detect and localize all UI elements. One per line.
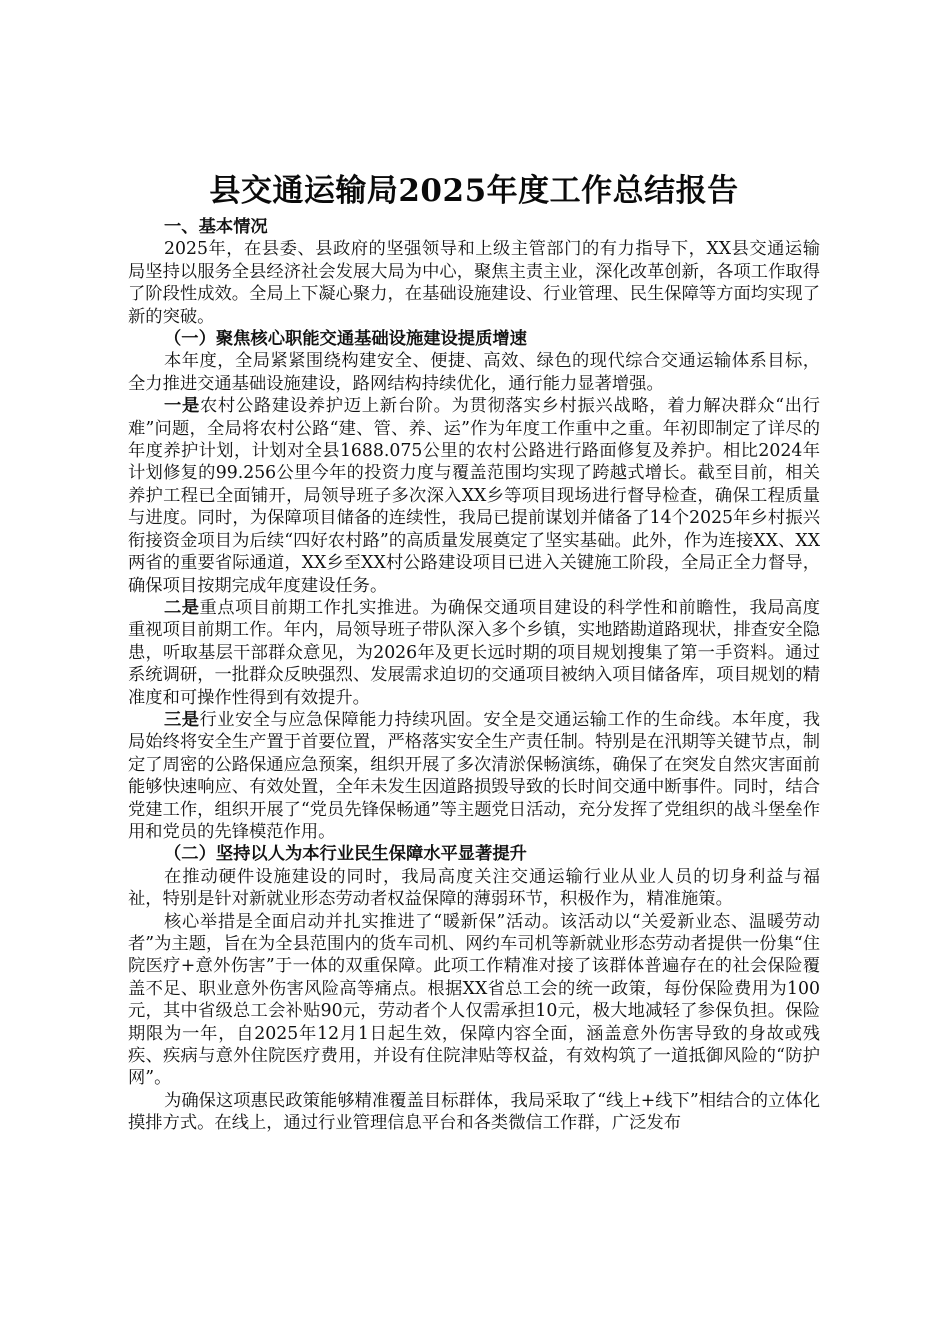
item-safety (128, 709, 820, 843)
item-key-projects (128, 597, 820, 709)
item-rural-roads (128, 395, 820, 597)
subsection-heading-livelihood: （二）坚持以人为本行业民生保障水平显著提升 (164, 844, 527, 865)
infrastructure-paragraph: 本年度，全局紧紧围绕构建安全、便捷、高效、绿色的现代综合交通运输体系目标，全力推进交通基础设施建设，路网结构持续优化，通行能力显著增强。 (128, 351, 820, 394)
item-lead: 二是 (164, 597, 200, 618)
livelihood-paragraph-1: 在推动硬件设施建设的同时，我局高度关注交通运输行业从业人员的切身利益与福祉，特别是针对新就业形态劳动者权益保障的薄弱环节，积极作为，精准施策。 (128, 866, 820, 910)
page-title: 县交通运输局2025年度工作总结报告 (209, 173, 739, 209)
item-text: 农村公路建设养护迈上新台阶。为贯彻落实乡村振兴战略，着力解决群众“出行难”问题，全局将农村公路“建、管、养、运”作为年度工作重中之重。年初即制定了详尽的年度养护计划，计划对全县1688.075公里的农村公路进行路面修复及养护。相比2024年计划修复的99.256公里今年的投资力度与覆盖范围均实现了跨越式增长。截至目前，相关养护工程已全面铺开，局领导班子多次深入XX乡等项目现场进行督导检查，确保工程质量与进度。同时，为保障项目储备的连续性，我局已提前谋划并储备了14个2025年乡村振兴衔接资金项目为后续“四好农村路”的高质量发展奠定了坚实基础。此外，作为连接XX、XX两省的重要省际通道，XX乡至XX村公路建设项目已进入关键施工阶段，全局正全力督导，确保项目按期完成年度建设任务。 (128, 396, 820, 596)
item-text: 重点项目前期工作扎实推进。为确保交通项目建设的科学性和前瞻性，我局高度重视项目前期工作。年内，局领导班子带队深入多个乡镇，实地踏勘道路现状，排查安全隐患，听取基层干部群众意见，为2026年及更长远时期的项目规划搜集了第一手资料。通过系统调研，一批群众反映强烈、发展需求迫切的交通项目被纳入项目储备库，项目规划的精准度和可操作性得到有效提升。 (128, 597, 820, 708)
item-lead: 一是 (164, 396, 200, 417)
livelihood-paragraph-3: 为确保这项惠民政策能够精准覆盖目标群体，我局采取了“线上+线下”相结合的立体化摸排方式。在线上，通过行业管理信息平台和各类微信工作群，广泛发布 (128, 1090, 820, 1134)
livelihood-paragraph-2: 核心举措是全面启动并扎实推进了“暖新保”活动。该活动以“关爱新业态、温暖劳动者”为主题，旨在为全县范围内的货车司机、网约车司机等新就业形态劳动者提供一份集“住院医疗+意外伤害”于一体的双重保障。此项工作精准对接了该群体普遍存在的社会保险覆盖不足、职业意外伤害风险高等痛点。根据XX省总工会的统一政策，每份保险费用为100元，其中省级总工会补贴90元，劳动者个人仅需承担10元，极大地减轻了参保负担。保险期限为一年，自2025年12月1日起生效，保障内容全面，涵盖意外伤害导致的身故或残疾、疾病与意外住院医疗费用，并设有住院津贴等权益，有效构筑了一道抵御风险的“防护网”。 (128, 911, 820, 1089)
item-text: 行业安全与应急保障能力持续巩固。安全是交通运输工作的生命线。本年度，我局始终将安全生产置于首要位置，严格落实安全生产责任制。特别是在汛期等关键节点，制定了周密的公路保通应急预案，组织开展了多次清淤保畅演练，确保了在突发自然灾害面前能够快速响应、有效处置，全年未发生因道路损毁导致的长时间交通中断事件。同时，结合党建工作，组织开展了“党员先锋保畅通”等主题党日活动，充分发挥了党组织的战斗堡垒作用和党员的先锋模范作用。 (128, 709, 820, 842)
section-heading-basic-situation: 一、基本情况 (164, 217, 268, 237)
item-lead: 三是 (164, 709, 200, 730)
intro-paragraph: 2025年，在县委、县政府的坚强领导和上级主管部门的有力指导下，XX县交通运输局坚持以服务全县经济社会发展大局为中心，聚焦主责主业，深化改革创新，各项工作取得了阶段性成效。全局上下凝心聚力，在基础设施建设、行业管理、民生保障等方面均实现了新的突破。 (128, 239, 820, 327)
subsection-heading-infrastructure: （一）聚焦核心职能交通基础设施建设提质增速 (164, 329, 527, 350)
document-body (128, 170, 820, 1135)
